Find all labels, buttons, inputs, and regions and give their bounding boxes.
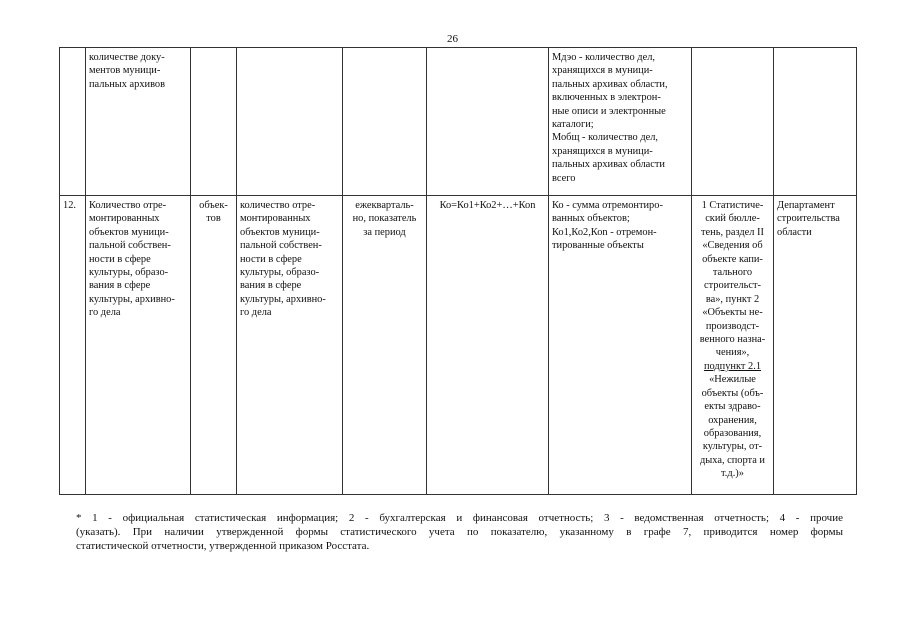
formula-cell [427,48,549,196]
cell-line: чения», [715,347,750,359]
cell-line: «Сведения об [702,240,763,252]
cell-line: культуры, образо- [89,267,169,279]
unit-cell [191,196,237,495]
cell-line: образования, [703,427,762,439]
cell-line: включенных в электрон- [552,92,661,104]
cell-line: количество отре- [240,200,316,211]
page-number: 26 [447,33,458,45]
cell-line: ежекварталь- [355,200,414,211]
cell-line: культуры, архивно- [89,293,175,305]
cell-line: ные описи и электронные [552,105,666,117]
cell-line: вания в сфере [240,280,302,292]
periodicity-cell [343,48,427,196]
cell-line: объектов муници- [240,226,320,238]
cell-line: 1 Статистиче- [701,200,764,211]
cell-line: Ко1,Ко2,Коn - отремон- [552,226,657,238]
cell-line: пальных архивах области [552,159,665,171]
cell-line: венного назна- [699,334,766,346]
cell-line: хранящихся в муници- [552,65,653,77]
row-number-cell [60,48,86,196]
indicators-table [59,47,857,495]
cell-line: Ко=Ко1+Ко2+…+Коn [439,200,536,211]
cell-line: всего [552,172,576,184]
cell-line: тированные объекты [552,240,644,252]
cell-line: ментов муници- [89,65,161,77]
periodicity-cell [343,196,427,495]
source-cell [692,48,774,196]
cell-line: пальной собствен- [240,240,322,252]
cell-line: вания в сфере [89,280,151,292]
table-row [60,196,857,495]
cell-line: объекте капи- [702,253,763,265]
definition-cell [237,48,343,196]
variables-cell [549,196,692,495]
cell-line: «Объекты не- [702,307,763,319]
cell-line: подпункт 2.1 [703,360,762,372]
cell-line: объек- [199,200,228,211]
cell-line: дыха, спорта и [700,454,765,466]
responsible-cell [774,48,857,196]
footnote-line: (указать). При наличии утвержденной формы статистического учета по показателю, указанному в графе 7, приводится номер формы [76,526,843,538]
table-row [60,48,857,196]
cell-line: екты здраво- [704,401,761,413]
responsible-cell [774,196,857,495]
definition-cell [237,196,343,495]
cell-line: ванных объектов; [552,213,630,225]
cell-line: тень, раздел II [701,226,764,238]
cell-line: Мдэо - количество дел, [552,52,655,63]
cell-line: го дела [89,307,121,319]
cell-line: за период [363,226,406,238]
cell-line: тального [712,267,753,279]
cell-line: пальных архивах области, [552,78,668,90]
cell-line: ности в сфере [240,253,302,265]
cell-line: Мобщ - количество дел, [552,132,659,144]
row-number-cell [60,196,86,495]
footnote [76,511,843,553]
cell-line: монтированных [89,213,160,225]
cell-line: «Нежилые [709,374,756,386]
cell-line: тов [206,213,221,225]
cell-line: каталоги; [552,119,594,131]
indicator-name-cell [86,196,191,495]
formula-cell [427,196,549,495]
variables-cell [549,48,692,196]
unit-cell [191,48,237,196]
cell-line: пальных архивов [89,78,166,90]
cell-line: Количество отре- [89,200,167,211]
footnote-line: статистической отчетности, утвержденной приказом Росстата. [76,540,370,552]
cell-line: т.д.)» [721,468,744,480]
cell-line: объектов муници- [89,226,169,238]
cell-line: ва», пункт 2 [705,293,760,305]
cell-line: охранения, [708,414,757,426]
cell-line: хранящихся в муници- [552,145,653,157]
cell-line: культуры, образо- [240,267,320,279]
cell-line: ский бюлле- [705,213,760,225]
footnote-line: * 1 - официальная статистическая информация; 2 - бухгалтерская и финансовая отчетность; 3 - ведомственная отчетность; 4 - прочие [76,512,843,524]
cell-line: культуры, архивно- [240,293,326,305]
cell-line: строительства [777,213,840,225]
cell-line: но, показатель [352,213,417,225]
cell-line: монтированных [240,213,311,225]
indicator-name-cell [86,48,191,196]
cell-line: 12. [63,200,76,211]
cell-line: производст- [705,320,760,332]
cell-line: го дела [240,307,272,319]
cell-line: культуры, от- [702,441,763,453]
cell-line: Департамент [777,200,835,211]
cell-line: ности в сфере [89,253,151,265]
cell-line: Ко - сумма отремонтиро- [552,200,663,211]
cell-line: пальной собствен- [89,240,171,252]
source-cell [692,196,774,495]
cell-line: количестве доку- [89,52,165,63]
cell-line: объекты (объ- [701,387,764,399]
cell-line: строительст- [704,280,761,292]
cell-line: области [777,226,812,238]
